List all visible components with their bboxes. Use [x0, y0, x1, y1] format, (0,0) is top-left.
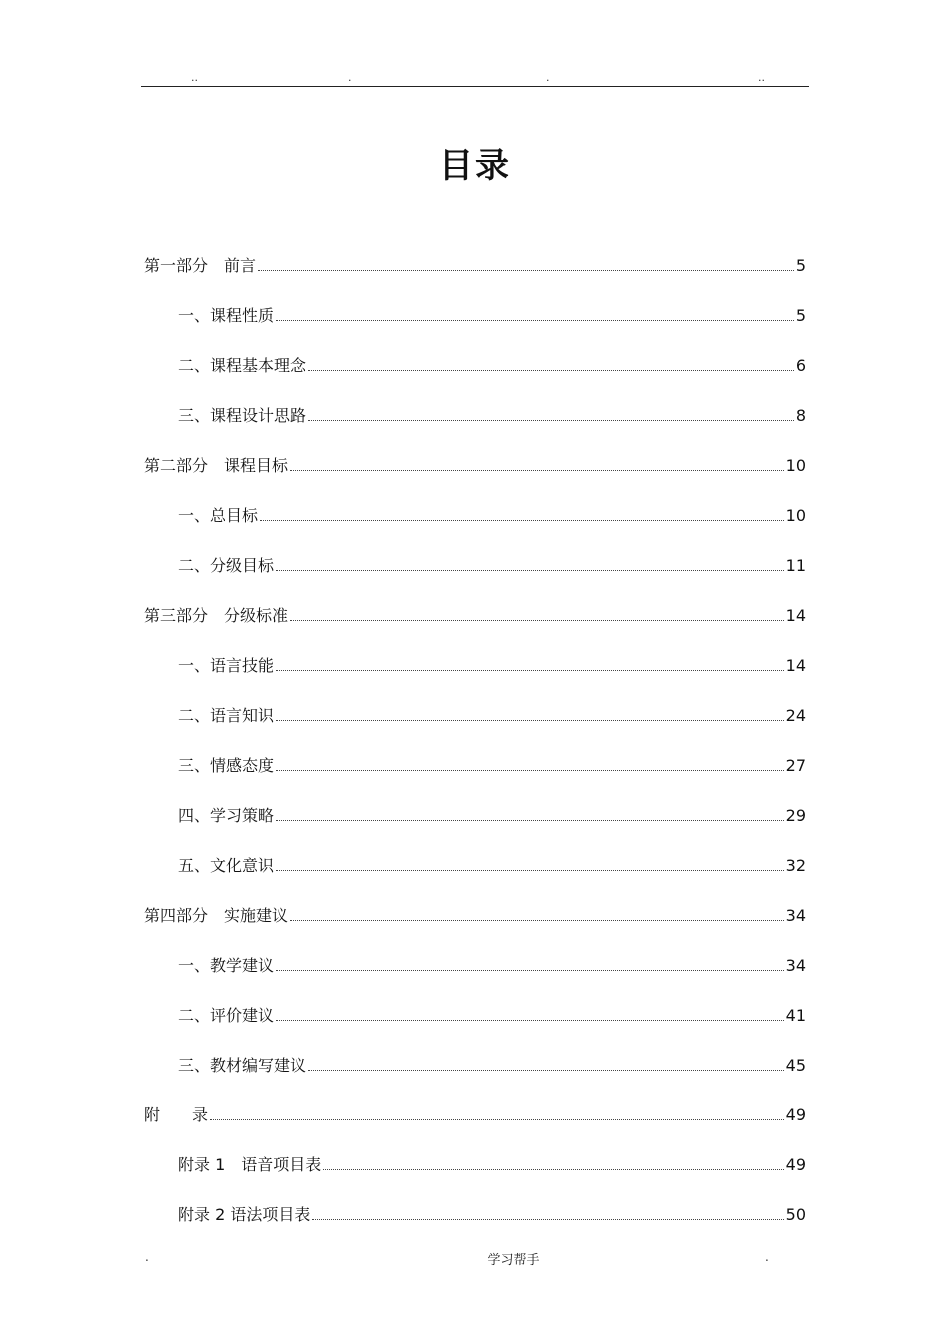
- toc-entry-page: 34: [785, 906, 806, 925]
- toc-entry-page: 24: [785, 706, 806, 725]
- toc-entry-page: 45: [785, 1056, 806, 1075]
- toc-entry-label: 二、课程基本理念: [178, 356, 307, 375]
- toc-entry-page: 29: [785, 806, 806, 825]
- toc-entry-section[interactable]: [178, 1155, 806, 1175]
- dot-leader: [290, 620, 784, 621]
- toc-entry-page: 27: [785, 756, 806, 775]
- dot-leader: [312, 1219, 783, 1220]
- toc-entry-label: 附 录: [144, 1105, 209, 1124]
- toc-entry-section[interactable]: [178, 756, 806, 776]
- dot-leader: [276, 1020, 784, 1021]
- toc-entry-page: 50: [785, 1205, 806, 1224]
- dot-leader: [308, 1070, 784, 1071]
- toc-entry-label: 第三部分 分级标准: [144, 606, 289, 625]
- toc-entry-page: 11: [785, 556, 806, 575]
- toc-entry-label: 一、课程性质: [178, 306, 275, 325]
- toc-entry-part[interactable]: [144, 606, 806, 626]
- dot-leader: [323, 1169, 783, 1170]
- toc-entry-section[interactable]: [178, 806, 806, 826]
- toc-entry-section[interactable]: [178, 856, 806, 876]
- toc-entry-part[interactable]: [144, 256, 806, 276]
- toc-entry-section[interactable]: [178, 656, 806, 676]
- header-mark: ..: [191, 71, 198, 84]
- toc-entry-label: 二、分级目标: [178, 556, 275, 575]
- toc-entry-page: 5: [795, 256, 806, 275]
- dot-leader: [276, 820, 784, 821]
- toc-entry-label: 二、语言知识: [178, 706, 275, 725]
- header-rule: [141, 86, 809, 87]
- page-title: 目录: [439, 146, 511, 186]
- toc-entry-label: 三、教材编写建议: [178, 1056, 307, 1075]
- dot-leader: [308, 420, 794, 421]
- dot-leader: [210, 1119, 784, 1120]
- header-mark: .: [546, 71, 550, 84]
- toc-entry-page: 41: [785, 1006, 806, 1025]
- dot-leader: [276, 770, 784, 771]
- toc-entry-label: 第四部分 实施建议: [144, 906, 289, 925]
- toc-entry-label: 二、评价建议: [178, 1006, 275, 1025]
- toc-entry-label: 附录 1 语音项目表: [178, 1155, 322, 1174]
- dot-leader: [308, 370, 794, 371]
- toc-entry-label: 一、总目标: [178, 506, 259, 525]
- header-mark: .: [348, 71, 352, 84]
- dot-leader: [290, 470, 784, 471]
- toc-entry-page: 14: [785, 606, 806, 625]
- toc-entry-page: 32: [785, 856, 806, 875]
- toc-entry-page: 6: [795, 356, 806, 375]
- toc-entry-page: 49: [785, 1105, 806, 1124]
- dot-leader: [276, 970, 784, 971]
- toc-entry-section[interactable]: [178, 1205, 806, 1225]
- toc-entry-section[interactable]: [178, 306, 806, 326]
- toc-entry-label: 第一部分 前言: [144, 256, 257, 275]
- dot-leader: [290, 920, 784, 921]
- toc-entry-section[interactable]: [178, 1006, 806, 1026]
- toc-entry-page: 10: [785, 506, 806, 525]
- toc-entry-section[interactable]: [178, 356, 806, 376]
- dot-leader: [276, 320, 794, 321]
- toc-entry-page: 10: [785, 456, 806, 475]
- dot-leader: [276, 670, 784, 671]
- header-mark: ..: [758, 71, 765, 84]
- dot-leader: [276, 570, 784, 571]
- dot-leader: [260, 520, 784, 521]
- toc-entry-part[interactable]: [144, 906, 806, 926]
- toc-entry-section[interactable]: [178, 706, 806, 726]
- toc-entry-section[interactable]: [178, 556, 806, 576]
- toc-entry-page: 49: [785, 1155, 806, 1174]
- toc-entry-page: 5: [795, 306, 806, 325]
- toc-entry-section[interactable]: [178, 406, 806, 426]
- toc-entry-section[interactable]: [178, 506, 806, 526]
- toc-entry-label: 一、语言技能: [178, 656, 275, 675]
- toc-entry-label: 四、学习策略: [178, 806, 275, 825]
- toc-entry-part[interactable]: [144, 1105, 806, 1125]
- toc-entry-label: 附录 2 语法项目表: [178, 1205, 311, 1224]
- toc-entry-page: 14: [785, 656, 806, 675]
- footer-mark: .: [765, 1250, 769, 1264]
- footer-mark: .: [145, 1250, 149, 1264]
- footer-text: 学习帮手: [487, 1253, 540, 1268]
- toc-entry-section[interactable]: [178, 1056, 806, 1076]
- toc-entry-page: 8: [795, 406, 806, 425]
- toc-entry-label: 三、课程设计思路: [178, 406, 307, 425]
- toc-entry-label: 一、教学建议: [178, 956, 275, 975]
- dot-leader: [276, 870, 784, 871]
- toc-entry-label: 三、情感态度: [178, 756, 275, 775]
- dot-leader: [258, 270, 794, 271]
- dot-leader: [276, 720, 784, 721]
- toc-entry-part[interactable]: [144, 456, 806, 476]
- toc-entry-label: 第二部分 课程目标: [144, 456, 289, 475]
- toc-entry-section[interactable]: [178, 956, 806, 976]
- toc-entry-page: 34: [785, 956, 806, 975]
- toc-entry-label: 五、文化意识: [178, 856, 275, 875]
